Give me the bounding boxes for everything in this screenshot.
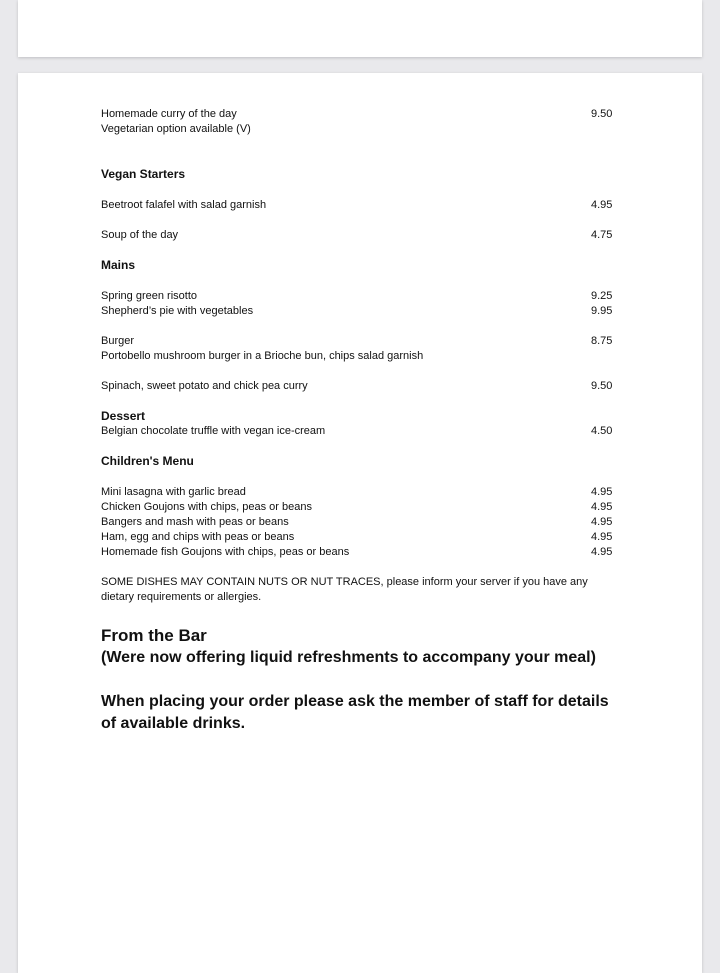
menu-item bbox=[101, 530, 621, 545]
menu-item bbox=[101, 424, 621, 439]
menu-item bbox=[101, 500, 621, 515]
section-heading-vegan-starters: Vegan Starters bbox=[101, 167, 186, 181]
item-name: Shepherd’s pie with vegetables bbox=[101, 305, 254, 317]
item-name: Bangers and mash with peas or beans bbox=[101, 516, 289, 528]
item-description: Portobello mushroom burger in a Brioche bun, chips salad garnish bbox=[101, 350, 424, 362]
menu-item bbox=[101, 485, 621, 500]
item-name: Beetroot falafel with salad garnish bbox=[101, 199, 267, 211]
item-name: Mini lasagna with garlic bread bbox=[101, 486, 246, 498]
bar-section-title: From the Bar bbox=[101, 626, 207, 645]
menu-item bbox=[101, 228, 621, 243]
menu-item bbox=[101, 198, 621, 213]
item-note: Vegetarian option available (V) bbox=[101, 123, 251, 135]
item-price: 4.75 bbox=[591, 229, 613, 241]
section-heading-mains: Mains bbox=[101, 258, 136, 272]
item-name: Chicken Goujons with chips, peas or beans bbox=[101, 501, 312, 513]
allergy-notice: SOME DISHES MAY CONTAIN NUTS OR NUT TRACES, please inform your server if you have any dietary requirements or allergies. bbox=[101, 576, 588, 603]
bar-instruction: When placing your order please ask the member of staff for details of available drinks. bbox=[101, 693, 609, 732]
item-price: 4.95 bbox=[591, 486, 613, 498]
item-name: Homemade curry of the day bbox=[101, 108, 237, 120]
item-price: 4.95 bbox=[591, 546, 613, 558]
item-price: 9.95 bbox=[591, 305, 613, 317]
menu-item bbox=[101, 304, 621, 319]
item-price: 9.50 bbox=[591, 380, 613, 392]
item-name: Spinach, sweet potato and chick pea curry bbox=[101, 380, 308, 392]
menu-item bbox=[101, 379, 621, 394]
item-price: 4.95 bbox=[591, 501, 613, 513]
item-name: Soup of the day bbox=[101, 229, 179, 241]
menu-item bbox=[101, 515, 621, 530]
item-name: Ham, egg and chips with peas or beans bbox=[101, 531, 295, 543]
item-name: Belgian chocolate truffle with vegan ice-cream bbox=[101, 425, 326, 437]
item-name: Spring green risotto bbox=[101, 290, 197, 302]
item-price: 9.25 bbox=[591, 290, 613, 302]
item-price: 4.95 bbox=[591, 199, 613, 211]
menu-item-curry bbox=[101, 107, 621, 122]
bar-section-subtitle: (Were now offering liquid refreshments to accompany your meal) bbox=[101, 649, 596, 666]
item-price: 4.50 bbox=[591, 425, 613, 437]
menu-content bbox=[101, 107, 621, 735]
section-heading-childrens-menu: Children's Menu bbox=[101, 454, 194, 468]
item-price: 4.95 bbox=[591, 531, 613, 543]
menu-item bbox=[101, 289, 621, 304]
item-price: 4.95 bbox=[591, 516, 613, 528]
item-price: 8.75 bbox=[591, 335, 613, 347]
item-price: 9.50 bbox=[591, 108, 613, 120]
item-name: Homemade fish Goujons with chips, peas or beans bbox=[101, 546, 350, 558]
menu-page bbox=[18, 73, 702, 973]
menu-item-burger bbox=[101, 334, 621, 349]
menu-item bbox=[101, 545, 621, 560]
section-heading-dessert: Dessert bbox=[101, 409, 146, 423]
previous-page bbox=[18, 0, 702, 57]
item-name: Burger bbox=[101, 335, 135, 347]
